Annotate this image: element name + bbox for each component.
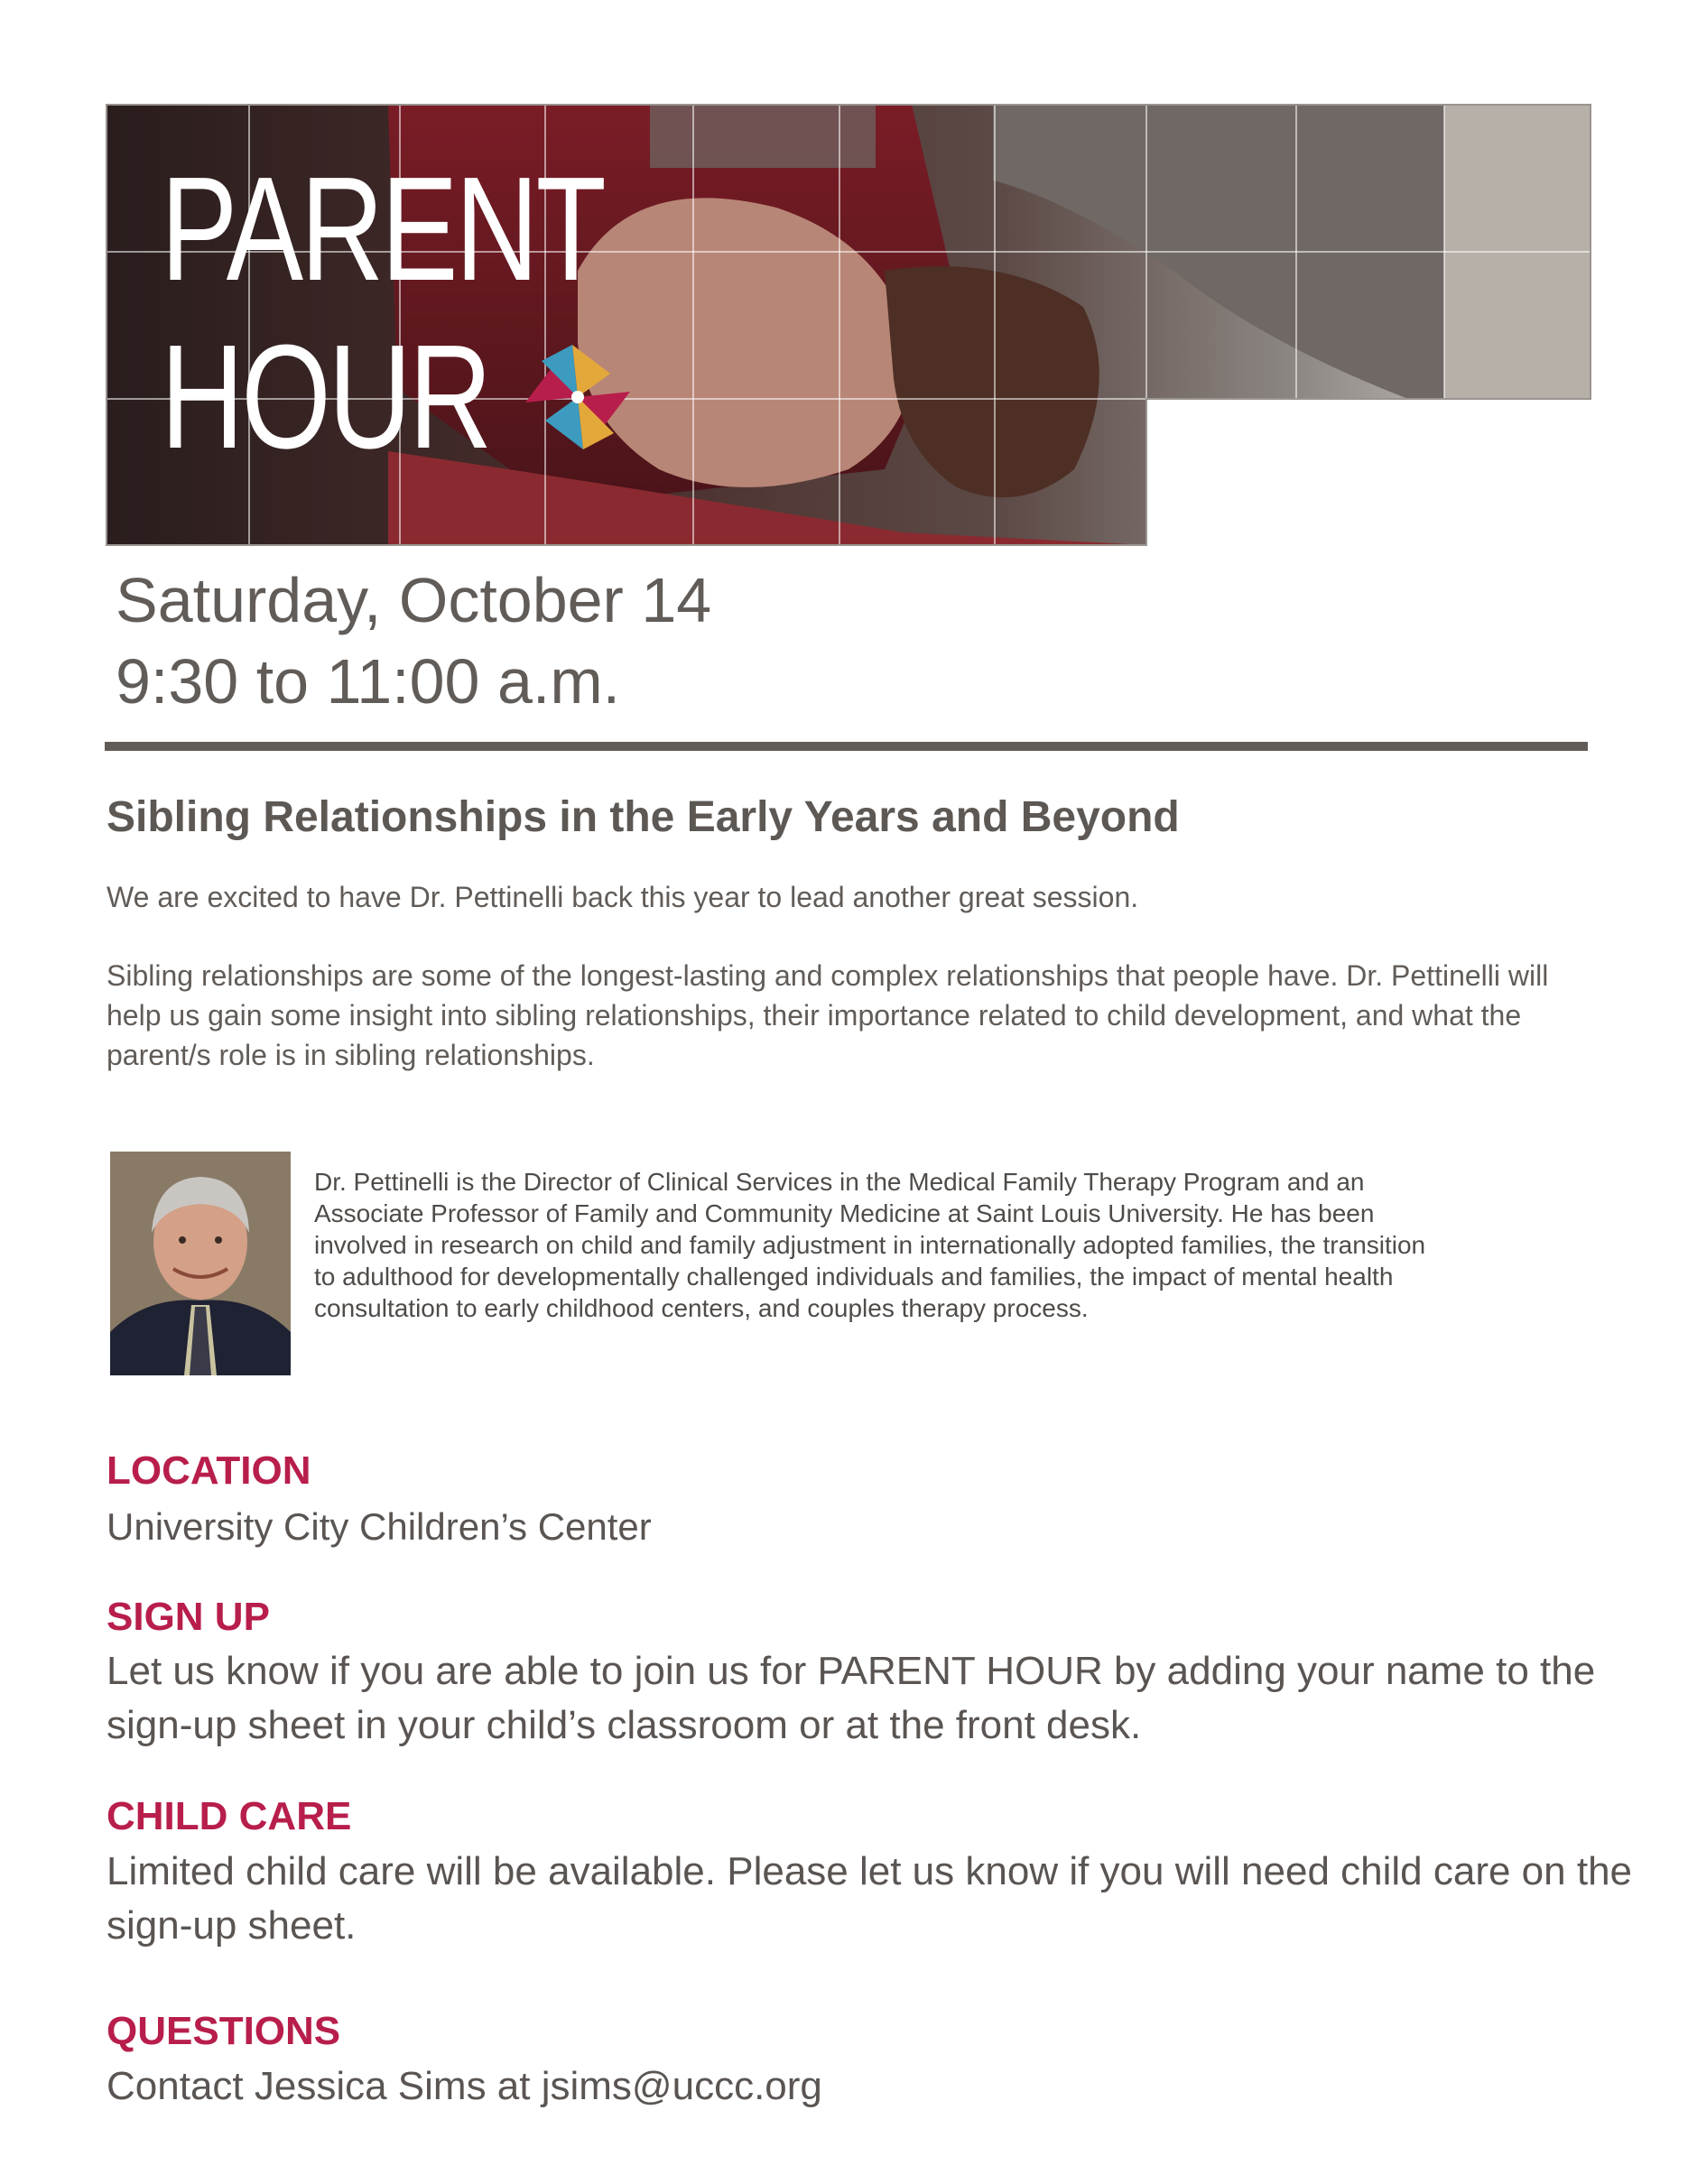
speaker-portrait-photo [110,1152,291,1375]
questions-text: Contact Jessica Sims at jsims@uccc.org [107,2064,822,2108]
pinwheel-icon [505,325,650,469]
hero-banner [0,0,1688,560]
description-text: Sibling relationships are some of the longest-lasting and complex relationships that people have. Dr. Pettinelli will help us gain some insight into sibling relationships, their importance related to child development, and what the parent/s role is in sibling relationships. [107,959,1549,1071]
section-divider [105,742,1588,751]
speaker-bio: Dr. Pettinelli is the Director of Clinical Services in the Medical Family Therapy Program and an Associate Professor of Family and Community Medicine at Saint Louis University. He has been involved in research on child and family adjustment in internationally adopted families, the transition to adulthood for developmentally challenged individuals and families, the impact of mental health consultation to early childhood centers, and couples therapy process. [314,1168,1426,1322]
hero-title-hour: HOUR [161,314,490,479]
event-date: Saturday, October 14 [116,565,712,635]
event-time: 9:30 to 11:00 a.m. [116,646,621,717]
intro-text: We are excited to have Dr. Pettinelli back this year to lead another great session. [107,881,1139,913]
location-heading: LOCATION [107,1448,311,1493]
signup-heading: SIGN UP [107,1595,270,1639]
questions-heading: QUESTIONS [107,2009,341,2053]
childcare-heading: CHILD CARE [107,1794,352,1838]
location-text: University City Children’s Center [107,1505,652,1548]
signup-text: Let us know if you are able to join us for PARENT HOUR by adding your name to the sign-up sheet in your child’s classroom or at the front desk. [107,1649,1596,1747]
hero-title-parent: PARENT [161,146,604,311]
childcare-text: Limited child care will be available. Please let us know if you will need child care on the sign-up sheet. [107,1849,1633,1948]
session-title: Sibling Relationships in the Early Years and Beyond [107,793,1180,841]
